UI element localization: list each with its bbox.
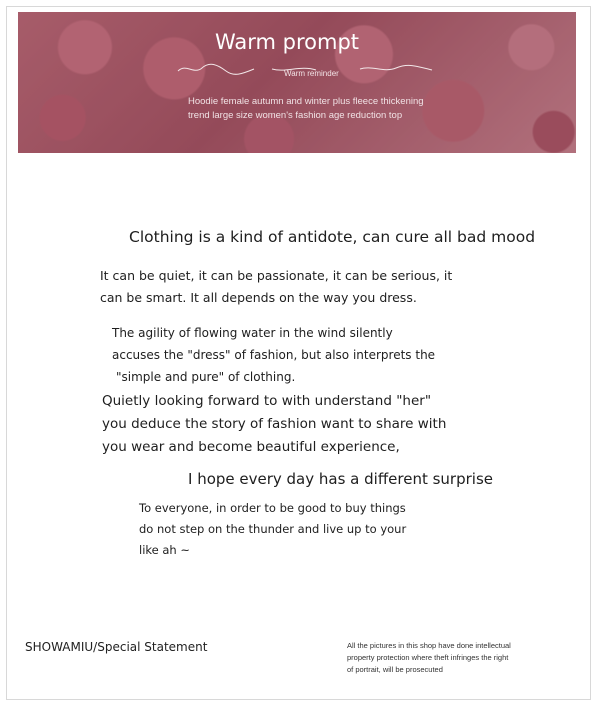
banner-subtitle: Warm reminder [284, 69, 339, 78]
paragraph-water [112, 322, 435, 388]
notice-line: of portrait, will be prosecuted [347, 665, 443, 674]
wish-line: I hope every day has a different surprise [188, 470, 494, 488]
paragraph-line: you deduce the story of fashion want to share with [102, 416, 447, 432]
banner-title: Warm prompt [214, 30, 360, 54]
paragraph-line: The agility of flowing water in the wind silently [112, 326, 393, 340]
paragraph-line: accuses the "dress" of fashion, but also interprets the [112, 348, 436, 362]
banner-desc-line: trend large size women's fashion age reduction top [188, 110, 403, 121]
paragraph-line: "simple and pure" of clothing. [116, 370, 296, 384]
banner-description [188, 95, 424, 123]
paragraph-line: To everyone, in order to be good to buy things [139, 501, 406, 515]
paragraph-line: It can be quiet, it can be passionate, it can be serious, it [100, 268, 453, 283]
paragraph-line: do not step on the thunder and live up to your [139, 522, 407, 536]
paragraph-story [102, 390, 446, 459]
headline: Clothing is a kind of antidote, can cure all bad mood [129, 228, 536, 246]
paragraph-style [100, 265, 452, 309]
warm-prompt-banner [18, 12, 576, 153]
notice-line: property protection where theft infringes the right [347, 653, 509, 662]
paragraph-line: can be smart. It all depends on the way you dress. [100, 290, 417, 305]
paragraph-line: you wear and become beautiful experience, [102, 439, 400, 455]
banner-desc-line: Hoodie female autumn and winter plus fleece thickening [188, 96, 424, 107]
paragraph-line: Quietly looking forward to with understand "her" [102, 393, 432, 409]
paragraph-line: like ah ~ [139, 543, 190, 557]
copyright-notice [347, 640, 562, 676]
special-statement-label: SHOWAMIU/Special Statement [25, 640, 208, 654]
paragraph-everyone [139, 498, 406, 561]
notice-line: All the pictures in this shop have done intellectual [347, 641, 511, 650]
